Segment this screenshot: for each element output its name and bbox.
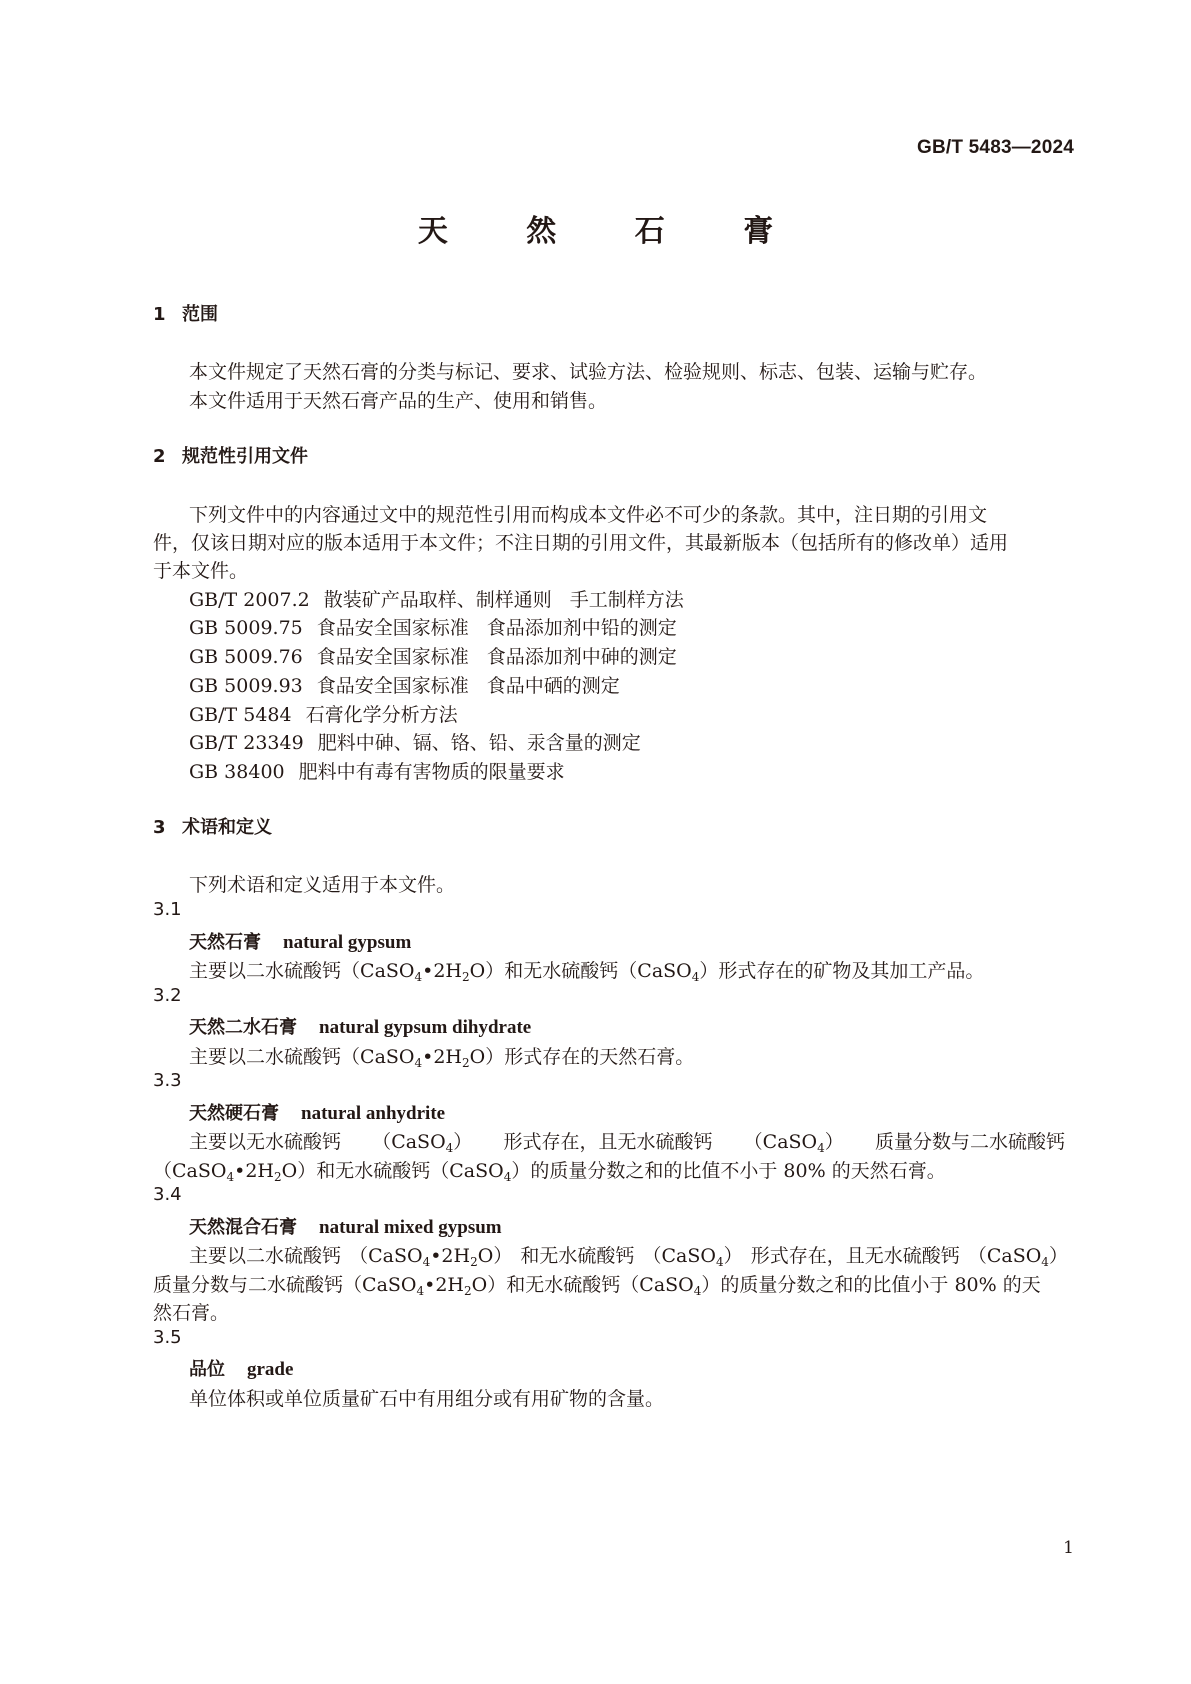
reference-title: 食品安全国家标准 — [316, 646, 469, 668]
section-title: 术语和定义 — [182, 817, 272, 838]
term-heading — [189, 1213, 502, 1239]
reference-subtitle: 手工制样方法 — [569, 589, 684, 611]
scope-paragraph-2: 本文件适用于天然石膏产品的生产、使用和销售。 — [189, 390, 608, 412]
reference-code: GB 38400 — [189, 761, 285, 783]
term-number: 3.4 — [153, 1184, 182, 1205]
term-number: 3.5 — [153, 1327, 182, 1348]
term-heading — [189, 1099, 445, 1125]
section-number: 2 — [153, 446, 166, 467]
term-zh: 天然混合石膏 — [189, 1217, 297, 1238]
term-heading — [189, 1355, 293, 1381]
section-number: 1 — [153, 304, 166, 325]
reference-subtitle: 食品添加剂中铅的测定 — [486, 617, 677, 639]
term-en: natural gypsum — [283, 932, 412, 953]
term-heading — [189, 928, 411, 954]
reference-code: GB/T 5484 — [189, 704, 292, 726]
term-zh: 品位 — [189, 1359, 225, 1380]
reference-title: 石膏化学分析方法 — [305, 704, 458, 726]
scope-paragraph-1: 本文件规定了天然石膏的分类与标记、要求、试验方法、检验规则、标志、包装、运输与贮存。 — [189, 361, 988, 383]
term-definition-line-1: 主要以无水硫酸钙 （CaSO$_4$） 形式存在，且无水硫酸钙 （CaSO$_4$） 质量分数与二水硫酸钙 — [189, 1131, 1065, 1155]
term-zh: 天然硬石膏 — [189, 1103, 279, 1124]
reference-subtitle: 食品中硒的测定 — [486, 675, 620, 697]
reference-item — [189, 585, 684, 612]
terms-intro: 下列术语和定义适用于本文件。 — [189, 874, 456, 896]
term-definition-line-2: 质量分数与二水硫酸钙$(CaSO_4•2H_2O)$和无水硫酸钙（CaSO$_4$）的质量分数之和的比值小于 80% 的天 — [153, 1274, 1041, 1298]
term-en: grade — [247, 1359, 294, 1380]
term-en: natural mixed gypsum — [319, 1217, 502, 1238]
term-number: 3.3 — [153, 1070, 182, 1091]
reference-code: GB 5009.93 — [189, 675, 303, 697]
term-heading — [189, 1013, 531, 1039]
standard-code: GB/T 5483—2024 — [917, 137, 1074, 158]
section-1-heading — [153, 300, 218, 326]
section-number: 3 — [153, 817, 166, 838]
term-definition-line-3: 然石膏。 — [153, 1302, 230, 1324]
reference-subtitle: 食品添加剂中砷的测定 — [486, 646, 677, 668]
term-number: 3.1 — [153, 899, 182, 920]
reference-code: GB 5009.75 — [189, 617, 303, 639]
reference-item — [189, 757, 565, 784]
reference-code: GB/T 2007.2 — [189, 589, 310, 611]
reference-title: 散装矿产品取样、制样通则 — [323, 589, 552, 611]
term-en: natural gypsum dihydrate — [319, 1017, 532, 1038]
reference-item — [189, 700, 458, 727]
term-definition: 主要以二水硫酸钙$(CaSO_4•2H_2O)$形式存在的天然石膏。 — [189, 1046, 695, 1070]
references-intro-line-2: 件，仅该日期对应的版本适用于本文件；不注日期的引用文件，其最新版本（包括所有的修改单）适用 — [153, 532, 1009, 554]
reference-title: 食品安全国家标准 — [316, 675, 469, 697]
reference-item — [189, 642, 677, 669]
reference-title: 食品安全国家标准 — [316, 617, 469, 639]
reference-item — [189, 671, 620, 698]
term-number: 3.2 — [153, 985, 182, 1006]
document-title: 天 然 石 膏 — [417, 214, 808, 249]
section-3-heading — [153, 813, 272, 839]
section-title: 规范性引用文件 — [182, 446, 308, 467]
term-zh: 天然二水石膏 — [189, 1017, 297, 1038]
term-definition-line-1: 主要以二水硫酸钙 $(CaSO_4•2H_2O)$ 和无水硫酸钙 （CaSO$_4$） 形式存在，且无水硫酸钙 （CaSO$_4$） — [189, 1245, 1068, 1269]
term-definition: 主要以二水硫酸钙$(CaSO_4•2H_2O)$和无水硫酸钙（CaSO$_4$）形式存在的矿物及其加工产品。 — [189, 960, 985, 984]
reference-item — [189, 728, 641, 755]
reference-code: GB/T 23349 — [189, 732, 304, 754]
reference-code: GB 5009.76 — [189, 646, 303, 668]
reference-title: 肥料中砷、镉、铬、铅、汞含量的测定 — [317, 732, 641, 754]
page-number: 1 — [1063, 1538, 1074, 1558]
references-intro-line-3: 于本文件。 — [153, 560, 249, 582]
section-title: 范围 — [182, 304, 218, 325]
term-definition: 单位体积或单位质量矿石中有用组分或有用矿物的含量。 — [189, 1388, 665, 1410]
reference-item — [189, 613, 677, 640]
references-intro-line-1: 下列文件中的内容通过文中的规范性引用而构成本文件必不可少的条款。其中，注日期的引用文 — [189, 504, 988, 526]
term-en: natural anhydrite — [301, 1103, 446, 1124]
section-2-heading — [153, 442, 308, 468]
term-definition-line-2: $(CaSO_4•2H_2O)$和无水硫酸钙（CaSO$_4$）的质量分数之和的比值不小于 80% 的天然石膏。 — [153, 1160, 946, 1184]
reference-title: 肥料中有毒有害物质的限量要求 — [298, 761, 565, 783]
term-zh: 天然石膏 — [189, 932, 261, 953]
